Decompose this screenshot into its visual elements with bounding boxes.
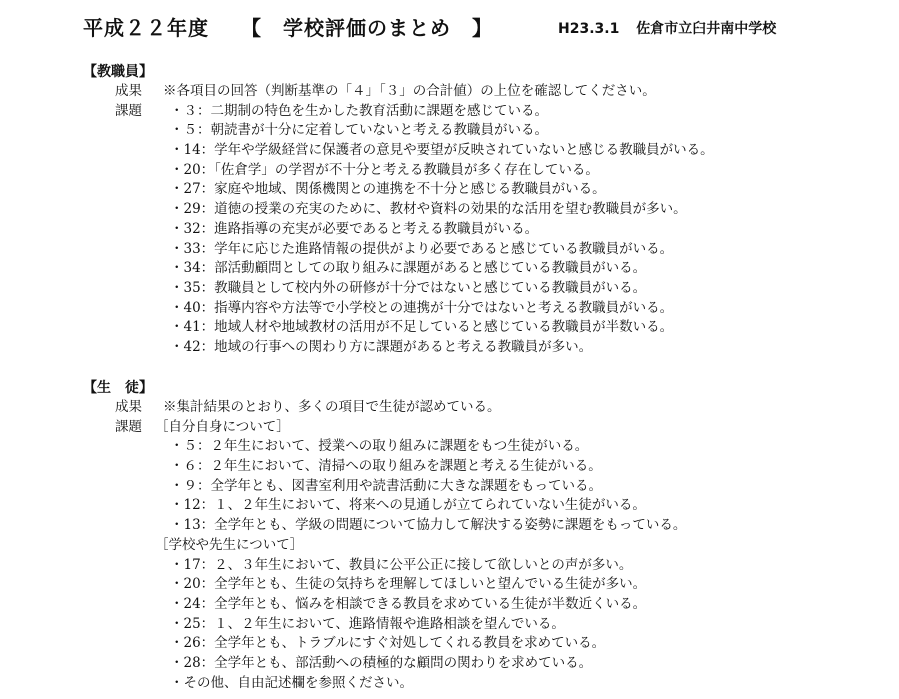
- teachers-kadai-label: 課題: [115, 102, 142, 119]
- students-kadai-label: 課題: [115, 418, 142, 435]
- list-row: [83, 121, 883, 141]
- teachers-seika-row: [83, 82, 883, 102]
- list-item: ・３：二期制の特色を生かした教育活動に課題を感じている。: [170, 102, 548, 119]
- list-item: ・６：２年生において、清掃への取り組みを課題と考える生徒がいる。: [170, 458, 602, 475]
- list-row: [83, 595, 883, 615]
- list-item: ・20：「佐倉学」の学習が不十分と考える教職員が多く存在している。: [170, 161, 599, 178]
- header-meta: [558, 18, 776, 38]
- list-row: [83, 575, 883, 595]
- list-row: [83, 654, 883, 674]
- group-school-title: ［学校や先生について］: [155, 536, 304, 553]
- list-row: [83, 615, 883, 635]
- list-item: ・26：全学年とも、トラブルにすぐ対処してくれる教員を求めている。: [170, 635, 606, 652]
- list-item: ・24：全学年とも、悩みを相談できる教員を求めている生徒が半数近くいる。: [170, 595, 647, 612]
- list-item: ・32：進路指導の充実が必要であると考える教職員がいる。: [170, 220, 539, 237]
- list-row: [83, 496, 883, 516]
- list-item: ・12：１、２年生において、将来への見通しが立てられていない生徒がいる。: [170, 497, 646, 514]
- list-row: [83, 477, 883, 497]
- list-row: [83, 161, 883, 181]
- list-item: ・40：指導内容や方法等で小学校との連携が十分ではないと考える教職員がいる。: [170, 299, 674, 316]
- students-seika-label: 成果: [115, 399, 142, 415]
- issue-date: H23.3.1: [558, 21, 620, 37]
- group-self-title: ［自分自身について］: [155, 418, 290, 435]
- list-item: ・25：１、２年生において、進路情報や進路相談を望んでいる。: [170, 615, 565, 632]
- list-row: [83, 299, 883, 319]
- document-header: [83, 12, 883, 42]
- list-row: [83, 556, 883, 576]
- students-section: [83, 378, 883, 693]
- list-item: ・５：２年生において、授業への取り組みに課題をもつ生徒がいる。: [170, 438, 589, 455]
- list-row: [83, 516, 883, 536]
- teachers-section: [83, 62, 883, 358]
- list-item: ・41：地域人材や地域教材の活用が不足していると感じている教職員が半数いる。: [170, 319, 674, 336]
- group-school-row: [83, 536, 883, 556]
- list-item: ・42：地域の行事への関わり方に課題があると考える教職員が多い。: [170, 338, 593, 355]
- list-row: [83, 259, 883, 279]
- list-item: ・20：全学年とも、生徒の気持ちを理解してほしいと望んでいる生徒が多い。: [170, 576, 647, 593]
- teachers-seika-label: 成果: [115, 83, 142, 99]
- list-row: [83, 141, 883, 161]
- list-item: ・17：２、３年生において、教員に公平公正に接して欲しいとの声が多い。: [170, 556, 633, 573]
- students-heading: 【生 徒】: [83, 380, 153, 396]
- list-row: [83, 279, 883, 299]
- list-row: [83, 220, 883, 240]
- list-item: ・29：道徳の授業の充実のために、教材や資料の効果的な活用を望む教職員が多い。: [170, 201, 687, 218]
- list-item: ・28：全学年とも、部活動への積極的な顧問の関わりを求めている。: [170, 654, 593, 671]
- list-row: [83, 180, 883, 200]
- list-row: [83, 674, 883, 694]
- list-row: [83, 338, 883, 358]
- teachers-heading: 【教職員】: [83, 64, 153, 80]
- students-kadai-row: [83, 418, 883, 438]
- list-item: ・27：家庭や地域、関係機関との連携を不十分と感じる教職員がいる。: [170, 181, 606, 198]
- students-seika-row: [83, 398, 883, 418]
- list-row: [83, 318, 883, 338]
- school-name: 佐倉市立臼井南中学校: [636, 21, 777, 37]
- list-row: [83, 200, 883, 220]
- list-item: ・14：学年や学級経営に保護者の意見や要望が反映されていないと感じる教職員がいる。: [170, 142, 714, 159]
- page-title: 平成２２年度 【 学校評価のまとめ 】: [83, 16, 493, 40]
- list-item: ・33：学年に応じた進路情報の提供がより必要であると感じている教職員がいる。: [170, 240, 674, 257]
- list-item: ・その他、自由記述欄を参照ください。: [170, 674, 413, 691]
- list-item: ・５：朝読書が十分に定着していないと考える教職員がいる。: [170, 122, 548, 139]
- teachers-kadai-row: [83, 102, 883, 122]
- list-row: [83, 437, 883, 457]
- list-row: [83, 240, 883, 260]
- students-seika-text: ※集計結果のとおり、多くの項目で生徒が認めている。: [163, 399, 501, 415]
- list-item: ・34：部活動顧問としての取り組みに課題があると感じている教職員がいる。: [170, 260, 647, 277]
- list-item: ・35：教職員として校内外の研修が十分ではないと感じている教職員がいる。: [170, 279, 647, 296]
- teachers-seika-text: ※各項目の回答（判断基準の「４」「３」の合計値）の上位を確認してください。: [163, 83, 656, 99]
- list-row: [83, 457, 883, 477]
- list-item: ・13：全学年とも、学級の問題について協力して解決する姿勢に課題をもっている。: [170, 517, 687, 534]
- list-item: ・９：全学年とも、図書室利用や読書活動に大きな課題をもっている。: [170, 477, 602, 494]
- list-row: [83, 634, 883, 654]
